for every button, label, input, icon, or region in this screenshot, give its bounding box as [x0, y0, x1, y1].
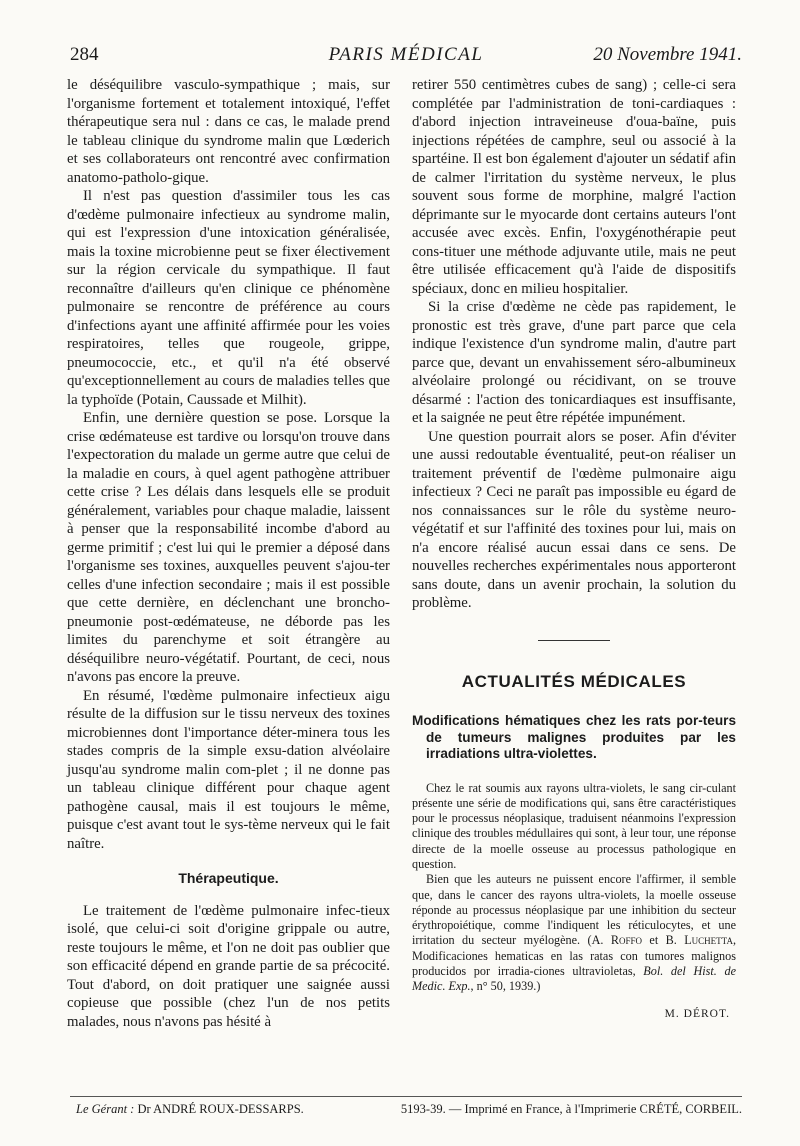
paragraph: Le traitement de l'œdème pulmonaire infec-tieux isolé, que celui-ci soit d'origine grippale ou autre, reste toujours le même, et l'on ne doit pas oublier que son efficacité dépend en grande partie de sa précocité. Tout d'abord, on doit pratiquer une saignée aussi copieuse que possible (chez l'un de nos petits malades, nous n'avons pas hésité à	[67, 902, 390, 1030]
section-divider	[538, 640, 610, 641]
journal-title: PARIS MÉDICAL	[328, 44, 484, 65]
paragraph: En résumé, l'œdème pulmonaire infectieux aigu résulte de la diffusion sur le tissu nerveux des toxines microbiennes dont l'importance déter-minera tous les stades compris de la simple exsu-dation alvéolaire jusqu'au syndrome malin com-plet ; il ne donne pas un tableau clinique différent pour chaque agent pathogène causal, mais il est toujours le même, puisque c'est avant tout le sys-tème nerveux qui le fait naître.	[67, 687, 390, 852]
issue-date: 20 Novembre 1941.	[593, 44, 742, 65]
subheading-therapeutique: Thérapeutique.	[178, 870, 279, 886]
abstract-paragraph: Chez le rat soumis aux rayons ultra-violets, le sang cir-culant présente une série de modifications qui, sans être caractéristiques pour le processus néoplasique, traduisent néanmoins l'expression clinique des troubles médullaires qui sont, à leur tour, une réponse directe de la moelle osseuse au processus pathologique en question.	[412, 780, 736, 871]
paragraph: Une question pourrait alors se poser. Afin d'éviter une aussi redoutable éventualité, peut-on réaliser un traitement préventif de l'œdème pulmonaire aigu infectieux ? Ceci ne paraît pas impossible eu égard de nos connaissances sur le rôle du système neuro-végétatif et sur l'affinité des toxines pour lui, mais on n'a encore réalisé aucun essai dans ce sens. De nouvelles recherches expérimentales nous apporteront sans doute, dans un avenir prochain, la solution du problème.	[412, 428, 736, 611]
gerant-name: Dr ANDRÉ ROUX-DESSARPS.	[134, 1102, 304, 1116]
printer-line: 5193-39. — Imprimé en France, à l'Imprimerie CRÉTÉ, CORBEIL.	[400, 1102, 742, 1116]
gerant-line	[76, 1102, 304, 1117]
right-column	[412, 76, 736, 1022]
reference-and: et B.	[642, 933, 685, 948]
section-title: ACTUALITÉS MÉDICALES	[461, 671, 687, 691]
article-abstract	[412, 781, 736, 1022]
paragraph: Enfin, une dernière question se pose. Lorsque la crise œdémateuse est tardive ou lorsqu'on trouve dans l'expectoration du malade un germe autre que celui de la maladie en cours, à quel agent pathogène attribuer cette crise ? Les délais dans lesquels elle se produit généralement, variables pour chaque maladie, laissent à penser que la responsabilité incombe d'abord au germe primitif ; c'est lui qui le premier a déposé dans l'organisme ses toxines, auxquelles peuvent s'ajou-ter celles d'une infection secondaire ; mais il est possible que cette dernière, en déclenchant une broncho-pneumonie post-œdémateuse, ne déborde pas les limites du parenchyme et soit étrangère au déséquilibre neuro-végétatif. Pourtant, de ceci, nous n'avons pas encore la preuve.	[67, 410, 390, 685]
author-signature: M. DÉROT.	[664, 1007, 730, 1020]
paragraph: retirer 550 centimètres cubes de sang) ; celle-ci sera complétée par l'administration de toni-cardiaques : d'abord injection intraveineuse d'oua-baïne, puis injections répétées de camphre, seul ou associé à la spartéine. Il est bon également d'ajouter un sédatif afin de calmer l'irritation du système nerveux, le plus souvent sous forme de morphine, malgré l'action déprimante sur le myocarde dont certains auteurs l'ont accusée avec excès. Enfin, l'oxygénothérapie peut cons-tituer une méthode adjuvante utile, mais ne peut être utilisée efficacement qu'à l'aide de dispositifs spéciaux, donc en milieu hospitalier.	[412, 77, 736, 297]
reference-title: , Modificaciones hematicas en las ratas con tumores malignos producidos por irradia-ciones ultravioletas,	[412, 933, 736, 979]
footer	[70, 1102, 742, 1118]
article-title: Modifications hématiques chez les rats por-teurs de tumeurs malignes produites par les irradiations ultra-violettes.	[412, 713, 736, 761]
paragraph: le déséquilibre vasculo-sympathique ; mais, sur l'organisme fortement et totalement intoxiqué, l'effet thérapeutique sera nul : dans ce cas, le malade prend le tableau clinique du syndrome malin que Lœderich et ses collaborateurs ont rencontré avec confirmation anatomo-patholo-gique.	[67, 77, 390, 186]
paragraph: Si la crise d'œdème ne cède pas rapidement, le pronostic est très grave, d'une part parce que cela indique l'existence d'un syndrome malin, d'autre part parce que, devant un envahissement séro-albumineux alvéolaire prolongé ou récidivant, on se trouve désarmé : l'action des tonicardiaques est insuffisante, et la saignée ne peut être répétée impunément.	[412, 299, 736, 426]
reference-open: (A.	[587, 933, 611, 948]
left-column	[67, 76, 390, 1031]
reference-author: Luchetta	[684, 933, 733, 948]
reference-tail: , n° 50, 1939.)	[470, 979, 541, 994]
reference-journal: Bol. del Hist. de Medic. Exp.	[412, 964, 736, 994]
reference-author: Roffo	[610, 933, 642, 948]
abstract-paragraph	[412, 872, 736, 994]
gerant-label: Le Gérant :	[76, 1102, 135, 1116]
abstract-text: Bien que les auteurs ne puissent encore l'affirmer, il semble que, dans le cancer des rayons ultra-violets, la moelle osseuse réponde au processus néoplasique par une inhibition du secteur érythropoiétique, comme l'indiquent les réticulocytes, et une irritation du secteur myélogène.	[412, 872, 736, 948]
paragraph: Il n'est pas question d'assimiler tous les cas d'œdème pulmonaire infectieux au syndrome malin, qui est l'expression d'une intoxication généralisée, mais la toxine microbienne peut se fixer électivement sur la région cervicale du sympathique. Il faut reconnaître d'ailleurs qu'en clinique ce phénomène pulmonaire se rencontre de préférence au cours d'infections ayant une affinité affirmée pour les voies respiratoires, telles que rougeole, grippe, pneumococcie, etc., et qu'il n'a été observé qu'exceptionnellement au cours de maladies telles que la typhoïde (Potain, Caussade et Milhit).	[67, 188, 390, 408]
page-number: 284	[70, 44, 99, 65]
running-head	[70, 44, 742, 68]
footer-rule	[70, 1096, 742, 1097]
